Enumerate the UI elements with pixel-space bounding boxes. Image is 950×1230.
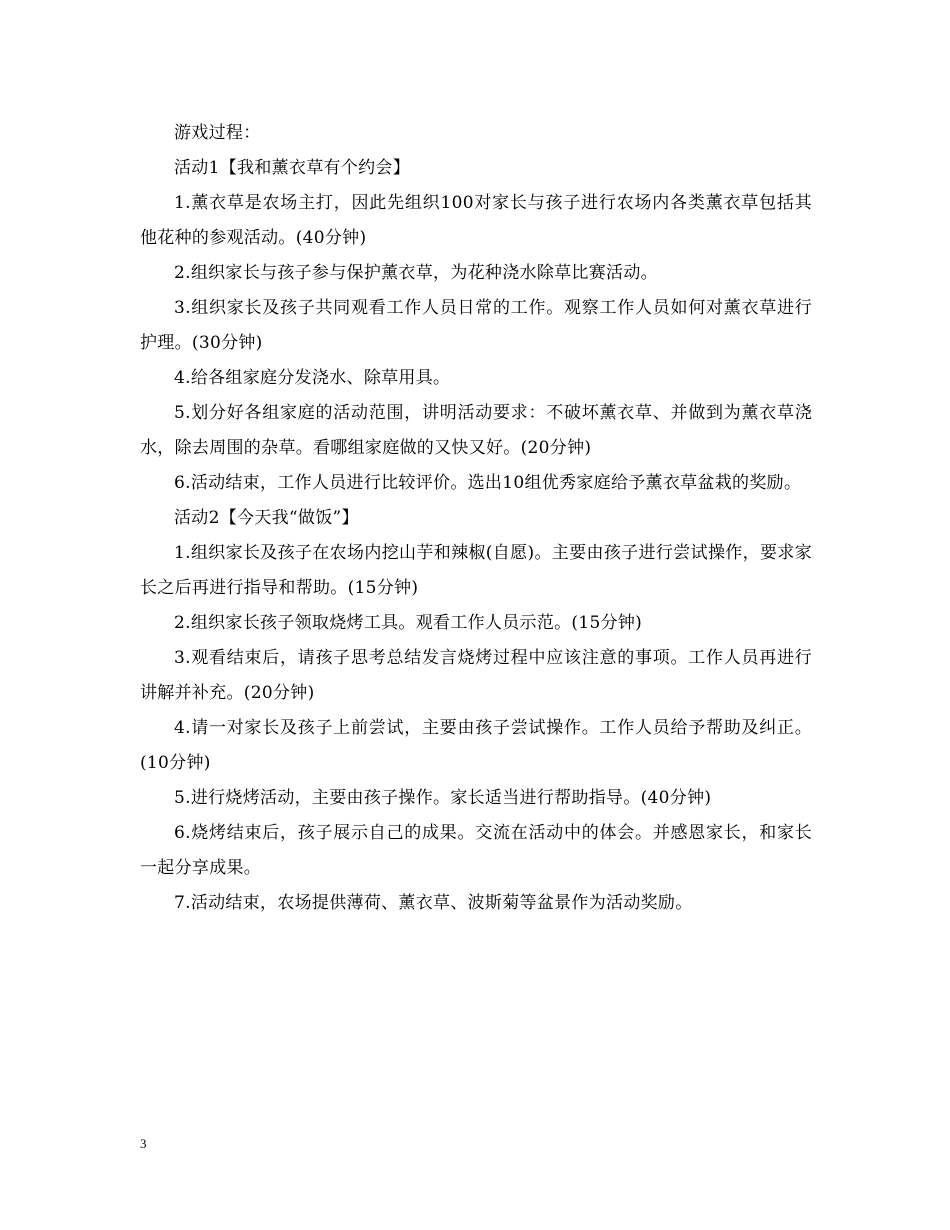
- paragraph-activity-2-step-6: 6.烧烤结束后，孩子展示自己的成果。交流在活动中的体会。并感恩家长，和家长一起分享成果。: [140, 823, 812, 878]
- paragraph-activity-1-step-5: 5.划分好各组家庭的活动范围，讲明活动要求：不破坏薰衣草、并做到为薰衣草浇水，除去周围的杂草。看哪组家庭做的又快又好。(20分钟): [140, 403, 812, 458]
- paragraph-section-heading: 游戏过程：: [174, 123, 261, 143]
- paragraph-activity-1-step-6: 6.活动结束，工作人员进行比较评价。选出10组优秀家庭给予薰衣草盆栽的奖励。: [174, 473, 802, 493]
- document-body: [140, 116, 812, 921]
- paragraph-activity-1-step-2: 2.组织家长与孩子参与保护薰衣草，为花种浇水除草比赛活动。: [174, 263, 658, 283]
- paragraph-activity-2-step-1: 1.组织家长及孩子在农场内挖山芋和辣椒(自愿)。主要由孩子进行尝试操作，要求家长之后再进行指导和帮助。(15分钟): [140, 543, 812, 598]
- paragraph-activity-1-step-3: 3.组织家长及孩子共同观看工作人员日常的工作。观察工作人员如何对薰衣草进行护理。(30分钟): [140, 298, 812, 353]
- paragraph-activity-2-step-7: 7.活动结束，农场提供薄荷、薰衣草、波斯菊等盆景作为活动奖励。: [174, 893, 693, 913]
- paragraph-activity-2-step-2: 2.组织家长孩子领取烧烤工具。观看工作人员示范。(15分钟): [174, 613, 643, 633]
- paragraph-activity-2-step-4: 4.请一对家长及孩子上前尝试，主要由孩子尝试操作。工作人员给予帮助及纠正。(10分钟): [140, 718, 812, 773]
- page-number: 3: [140, 1136, 147, 1151]
- paragraph-activity-2-step-3: 3.观看结束后，请孩子思考总结发言烧烤过程中应该注意的事项。工作人员再进行讲解并补充。(20分钟): [140, 648, 812, 703]
- paragraph-activity-1-step-1: 1.薰衣草是农场主打，因此先组织100对家长与孩子进行农场内各类薰衣草包括其他花种的参观活动。(40分钟): [140, 193, 812, 248]
- paragraph-activity-1-title: 活动1【我和薰衣草有个约会】: [174, 158, 411, 178]
- paragraph-activity-2-title: 活动2【今天我“做饭”】: [174, 508, 359, 528]
- paragraph-activity-1-step-4: 4.给各组家庭分发浇水、除草用具。: [174, 368, 451, 388]
- paragraph-activity-2-step-5: 5.进行烧烤活动，主要由孩子操作。家长适当进行帮助指导。(40分钟): [174, 788, 712, 808]
